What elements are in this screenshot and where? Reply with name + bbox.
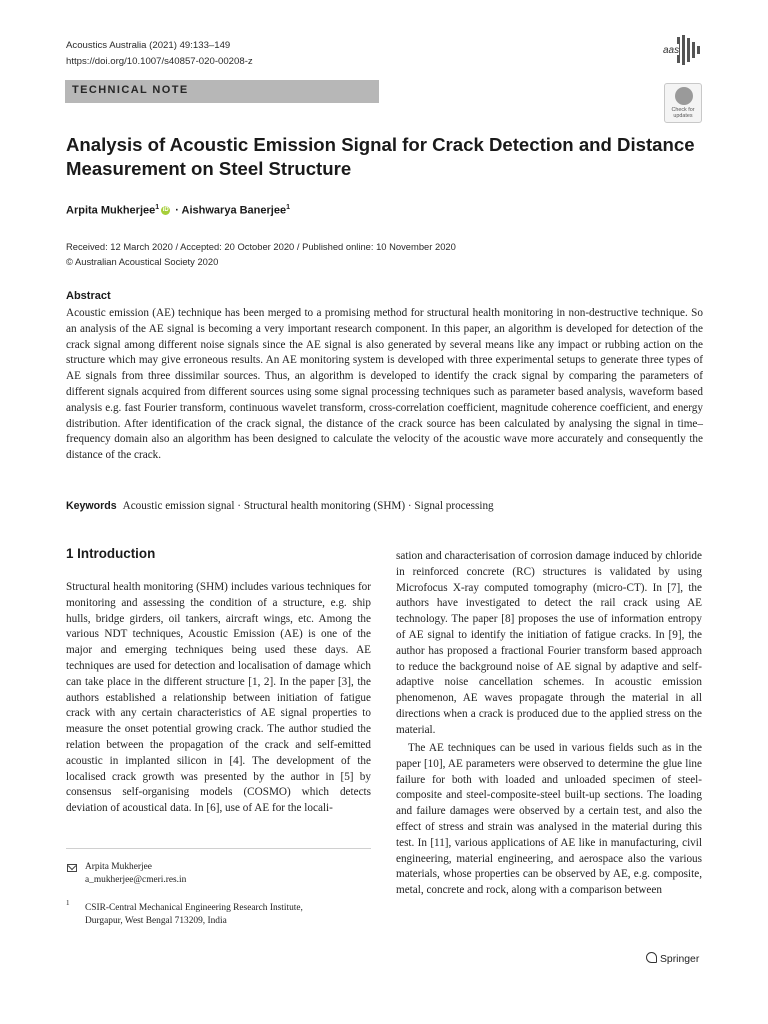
- affiliation-address: Durgapur, West Bengal 713209, India: [85, 916, 227, 926]
- abstract-text: Acoustic emission (AE) technique has been merged to a promising method for structural health monitoring in non-destructive technique. So an analysis of the AE signal is becoming a very important research component. In this paper, an algorithm is developed for detection of the crack signal among different noise signals since the AE signal is also generated by several means like any impact or rubbing action on the structure which may give erroneous results. An AE monitoring system is developed with three experimental setups to generate three types of AE signals from three dissimilar sources. Thus, an algorithm is developed to identify the crack signal by comparing the parameters of different signals acquired from different sources using some signal processing techniques such as parameter based analysis, waveform based analysis e.g. fast Fourier transform, continuous wavelet transform, cross-correlation coefficient, magnitude coherence coefficient, and energy distribution. After identification of the crack signal, the distance of the crack source has been calculated by analysing the signal in time–frequency domain also an algorithm has been designed to calculate the velocity of the acoustic wave more accurately and consequently the distance of the crack.: [66, 307, 703, 462]
- abstract-heading: Abstract: [66, 290, 111, 302]
- footnote-divider: [66, 848, 371, 849]
- keywords-line: [66, 500, 703, 512]
- aas-society-logo: [661, 34, 703, 66]
- orcid-icon[interactable]: iD: [162, 207, 169, 214]
- author-list: [66, 204, 290, 217]
- envelope-icon: [67, 864, 77, 872]
- corresponding-author-email[interactable]: a_mukherjee@cmeri.res.in: [85, 875, 187, 885]
- body-paragraph: The AE techniques can be used in various fields such as in the paper [10], AE parameters were observed to determine the glue line failure for both with loaded and unloaded specimen of steel-composite and steel-composite-steel built-up sections. The loading and failure damages were observed by a certain test, and also the effect of stress and strain was analysed in the material during this test. In [11], various applications of AE like in manufacturing, civil engineering, material engineering, and aerospace also the various materials, whose properties can be observed by AE, e.g. composite, metal, concrete and rock, along with a comparison between: [396, 742, 702, 897]
- aas-logo-text: aas: [663, 45, 680, 56]
- author-affiliation-sup: 1: [286, 204, 290, 211]
- article-type-label: TECHNICAL NOTE: [72, 84, 189, 96]
- corresponding-author-name: Arpita Mukherjee: [85, 862, 152, 872]
- copyright-line: © Australian Acoustical Society 2020: [66, 256, 219, 267]
- author-affiliation-sup: 1: [155, 204, 160, 211]
- affiliation-institute: CSIR-Central Mechanical Engineering Research Institute,: [85, 903, 303, 913]
- body-paragraph: sation and characterisation of corrosion damage induced by chloride in reinforced concrete (RC) structures is validated by using Microfocus X-ray computed tomography (micro-CT). In [7], the authors have investigated to detect the rail crack using AE technology. The paper [8] proposes the use of information entropy of AE signal to identify the initiation of fatigue cracks. In [9], the author has proposed a fractional Fourier transform based approach to reduce the background noise of AE signal by adaptive and self-adaptive noise cancellation schemes. In acoustic emission phenomenon, AE waves propagate through the material in all directions when a crack is produced due to the applied stress on the material.: [396, 550, 702, 736]
- check-updates-icon: [675, 87, 693, 105]
- check-updates-text: Check for updates: [671, 107, 695, 119]
- doi-link[interactable]: https://doi.org/10.1007/s40857-020-00208-z: [66, 56, 253, 67]
- springer-logo: [646, 952, 699, 965]
- keywords-text: Acoustic emission signal · Structural health monitoring (SHM) · Signal processing: [122, 500, 494, 512]
- author-name[interactable]: Aishwarya Banerjee: [181, 204, 287, 217]
- check-for-updates-badge[interactable]: [664, 83, 702, 123]
- publisher-name: Springer: [660, 954, 700, 965]
- affiliation-number: 1: [66, 899, 70, 907]
- body-paragraph: Structural health monitoring (SHM) includes various techniques for monitoring and assessing the condition of a structure, e.g. ship hulls, bridge girders, oil tankers, aircraft wings, etc. Among the various NDT techniques, Acoustic Emission (AE) is one of the major and emerging techniques being used these days. AE techniques are used for detection and localisation of damage which can take place in the different structure [1, 2]. In the paper [3], the authors established a relationship between initiation of fatigue crack with any certain characteristics of AE signal properties to measure the onset potential growing crack. The author studied the relation between the propagation of the crack and self-emitted acoustic in implanted silicon in [4]. The development of the localised crack growth was presented by the author in [5] by consensus self-organising models (COSMO) which detects deviation of acoustical data. In [6], use of AE for the locali-: [66, 581, 371, 815]
- springer-horse-icon: [646, 952, 657, 963]
- publication-dates: Received: 12 March 2020 / Accepted: 20 October 2020 / Published online: 10 November 2020: [66, 241, 456, 252]
- section-heading-introduction: 1 Introduction: [66, 546, 156, 561]
- keywords-label: Keywords: [66, 500, 117, 512]
- journal-citation: Acoustics Australia (2021) 49:133–149: [66, 40, 231, 51]
- author-name[interactable]: Arpita Mukherjee: [66, 204, 156, 217]
- author-separator: ·: [172, 204, 182, 217]
- article-title: Analysis of Acoustic Emission Signal for Crack Detection and Distance Measurement on Steel Structure: [66, 134, 695, 179]
